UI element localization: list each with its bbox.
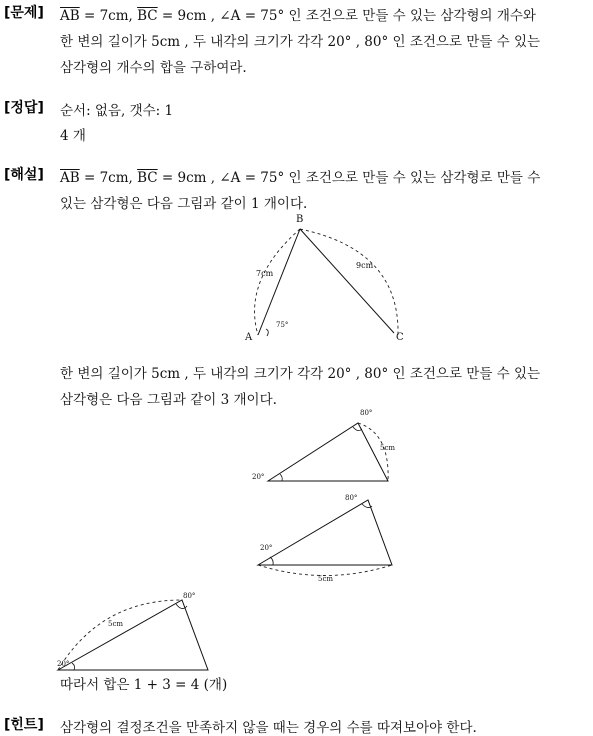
side-bc — [300, 229, 394, 333]
hint-text: 삼각형의 결정조건을 만족하지 않을 때는 경우의 수를 따져보아야 한다. — [60, 720, 477, 736]
problem-tag: [문제] — [4, 5, 44, 21]
solution-conclusion: 따라서 합은 1 + 3 = 4 (개) — [60, 677, 228, 693]
solution-text: = 7cm, — [79, 170, 138, 186]
hint-tag: [힌트] — [4, 717, 44, 733]
label-c: C — [396, 332, 404, 343]
answer-line-2: 4 개 — [60, 128, 86, 144]
answer-line-1: 순서: 없음, 갯수: 1 — [60, 103, 174, 119]
segment-bc: $\overline{BC}$ — [137, 8, 158, 24]
label-angle-top-4: 80° — [183, 592, 196, 600]
triangle-figure-2 — [250, 405, 410, 485]
angle-arc-2-left — [280, 474, 282, 481]
triangle-4 — [58, 600, 208, 670]
label-angle-top-2: 80° — [360, 409, 373, 417]
angle-arc-a — [266, 329, 268, 336]
segment-bc: $\overline{BC}$ — [137, 170, 158, 186]
segment-ab: $\overline{AB}$ — [60, 8, 80, 24]
problem-line-2: 한 변의 길이가 5cm , 두 내각의 크기가 각각 20° , 80° 인 조건으로 만들 수 있는 — [60, 34, 541, 50]
segment-ab: $\overline{AB}$ — [60, 170, 80, 186]
problem-line-1 — [60, 4, 536, 24]
solution-line-2: 있는 삼각형은 다음 그림과 같이 1 개이다. — [60, 196, 308, 212]
side-ab — [258, 229, 300, 335]
solution-line-3: 한 변의 길이가 5cm , 두 내각의 크기가 각각 20° , 80° 인 조건으로 만들 수 있는 — [60, 366, 541, 382]
triangle-figure-4 — [50, 588, 220, 673]
triangle-2 — [268, 423, 388, 481]
problem-line-3: 삼각형의 개수의 합을 구하여라. — [60, 60, 247, 76]
triangle-figure-3 — [250, 488, 410, 593]
label-angle-left-3: 20° — [260, 544, 273, 552]
solution-line-1 — [60, 166, 540, 186]
solution-tag: [해설] — [4, 167, 44, 183]
problem-text: = 9cm , ∠A = 75° 인 조건으로 만들 수 있는 삼각형의 개수와 — [157, 8, 536, 24]
solution-text: = 9cm , ∠A = 75° 인 조건으로 만들 수 있는 삼각형로 만들 수 — [157, 170, 541, 186]
label-angle-top-3: 80° — [345, 494, 358, 502]
answer-tag: [정답] — [4, 100, 44, 116]
angle-arc-4-left — [72, 663, 75, 670]
label-side-ab: 7cm — [256, 269, 274, 278]
label-side-3: 5cm — [318, 575, 334, 583]
angle-arc-4-top — [176, 604, 187, 609]
label-angle-left-4: 20° — [57, 660, 70, 668]
label-side-bc: 9cm — [356, 261, 374, 270]
label-side-4: 5cm — [108, 620, 124, 628]
label-a: A — [245, 332, 253, 343]
triangle-abc-figure — [240, 210, 410, 345]
triangle-3 — [258, 500, 392, 565]
label-angle-left-2: 20° — [252, 473, 265, 481]
solution-line-4: 삼각형은 다음 그림과 같이 3 개이다. — [60, 392, 277, 408]
label-side-2: 5cm — [380, 444, 396, 452]
arc-side-3 — [258, 565, 392, 576]
label-angle-a: 75° — [276, 321, 289, 329]
problem-text: = 7cm, — [79, 8, 138, 24]
label-b: B — [296, 214, 304, 225]
